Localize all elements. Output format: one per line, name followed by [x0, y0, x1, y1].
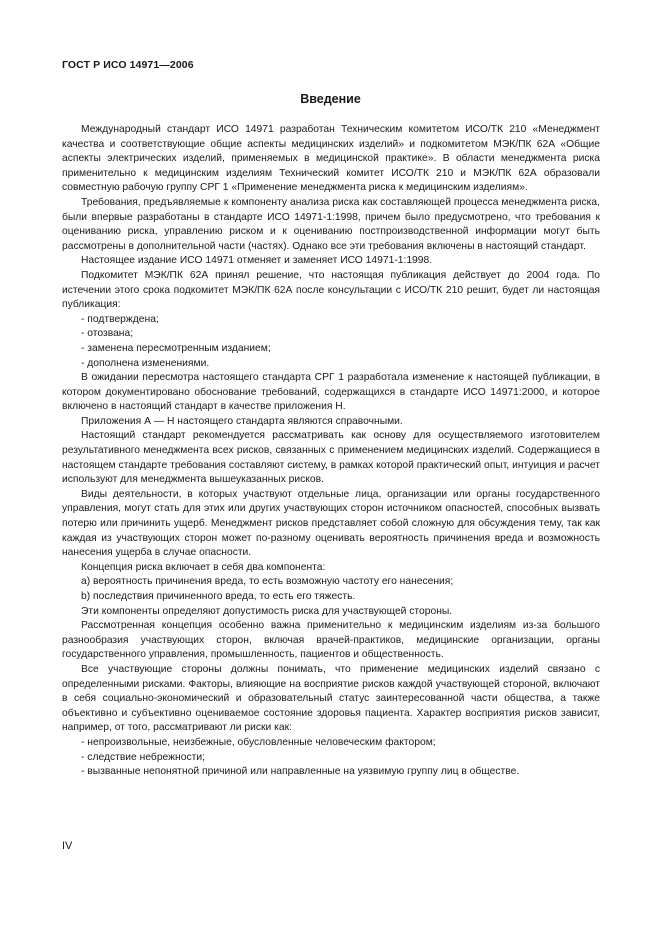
list-item: - отозвана;	[81, 328, 134, 340]
document-header: ГОСТ Р ИСО 14971—2006	[62, 59, 194, 71]
page-number: IV	[62, 840, 73, 852]
list-item: - вызванные непонятной причиной или направленные на уязвимую группу лиц в обществе.	[81, 766, 520, 778]
body-text	[62, 123, 600, 780]
paragraph: Все участвующие стороны должны понимать, что применение медицинских изделий связано с определенными рисками. Факторы, влияющие на восприятие рисков каждой участвующей стороной, включают в себя социально-экономический и образовательный статус заинтересованной части общества, а также объективно и субъективно оцениваемое состояние здоровья пациента. Характер восприятия рисков зависит, например, от того, рассматривают ли риски как:	[62, 663, 600, 734]
paragraph: Требования, предъявляемые к компоненту анализа риска как составляющей процесса менеджмента риска, были впервые разработаны в стандарте ИСО 14971-1:1998, причем было предусмотрено, что требования к оцениванию риска, управлению риском и к оцениванию постпроизводственной информации могут быть рассмотрены в дополнительной части (частях). Однако все эти требования включены в настоящий стандарт.	[62, 196, 600, 252]
list-item: - непроизвольные, неизбежные, обусловленные человеческим фактором;	[81, 736, 436, 748]
list-item: b) последствия причиненного вреда, то есть его тяжесть.	[81, 591, 356, 602]
paragraph: Концепция риска включает в себя два компонента:	[81, 561, 326, 573]
paragraph: Приложения А — Н настоящего стандарта являются справочными.	[81, 415, 403, 427]
list-item: - следствие небрежности;	[81, 751, 205, 763]
paragraph: В ожидании пересмотра настоящего стандарта СРГ 1 разработала изменение к настоящей публикации, в котором документировано обоснование требований, содержащихся в стандарте ИСО 14971:2000, и которое включено в настоящий стандарт в качестве приложения Н.	[62, 372, 600, 413]
paragraph: Международный стандарт ИСО 14971 разработан Техническим комитетом ИСО/ТК 210 «Менеджмент качества и соответствующие общие аспекты медицинских изделий» и подкомитетом МЭК/ПК 62А «Общие аспекты электрических изделий, применяемых в медицинской практике». В области менеджмента риска применительно к медицинским изделиям Технический комитет ИСО/ТК 210 и МЭК/ПК 62А образовали совместную рабочую группу СРГ 1 «Применение менеджмента риска к медицинским изделиям».	[62, 124, 600, 194]
paragraph: Эти компоненты определяют допустимость риска для участвующей стороны.	[81, 605, 453, 617]
list-item: - заменена пересмотренным изданием;	[81, 342, 271, 354]
list-item: - дополнена изменениями.	[81, 357, 210, 369]
paragraph: Настоящий стандарт рекомендуется рассматривать как основу для осуществляемого изготовителем результативного менеджмента всех рисков, связанных с применением медицинских изделий. Содержащиеся в настоящем стандарте требования составляют систему, в рамках которой практический опыт, интуиция и расчет используют для менеджмента вышеуказанных рисков.	[62, 430, 600, 486]
paragraph: Подкомитет МЭК/ПК 62А принял решение, что настоящая публикация действует до 2004 года. По истечении этого срока подкомитет МЭК/ПК 62А после консультации с ИСО/ТК 210 решит, будет ли настоящая публикация:	[62, 269, 600, 311]
paragraph: Настоящее издание ИСО 14971 отменяет и заменяет ИСО 14971-1:1998.	[81, 255, 433, 267]
paragraph: Рассмотренная концепция особенно важна применительно к медицинским изделиям из-за большого разнообразия участвующих сторон, включая врачей-практиков, медицинские организации, органы государственного управления, промышленность, пациентов и общественность.	[62, 620, 600, 661]
list-item: - подтверждена;	[81, 313, 159, 325]
list-item: a) вероятность причинения вреда, то есть возможную частоту его нанесения;	[81, 576, 454, 588]
section-title: Введение	[300, 92, 361, 106]
paragraph: Виды деятельности, в которых участвуют отдельные лица, организации или органы государственного управления, могут стать для этих или других участвующих сторон источником опасностей, способных вызвать потерю или причинить ущерб. Менеджмент рисков представляет собой сложную для обсуждения тему, так как каждая из участвующих сторон может по-разному оценивать вероятность причинения вреда и возможность нанесения ущерба в случае опасности.	[62, 488, 600, 559]
